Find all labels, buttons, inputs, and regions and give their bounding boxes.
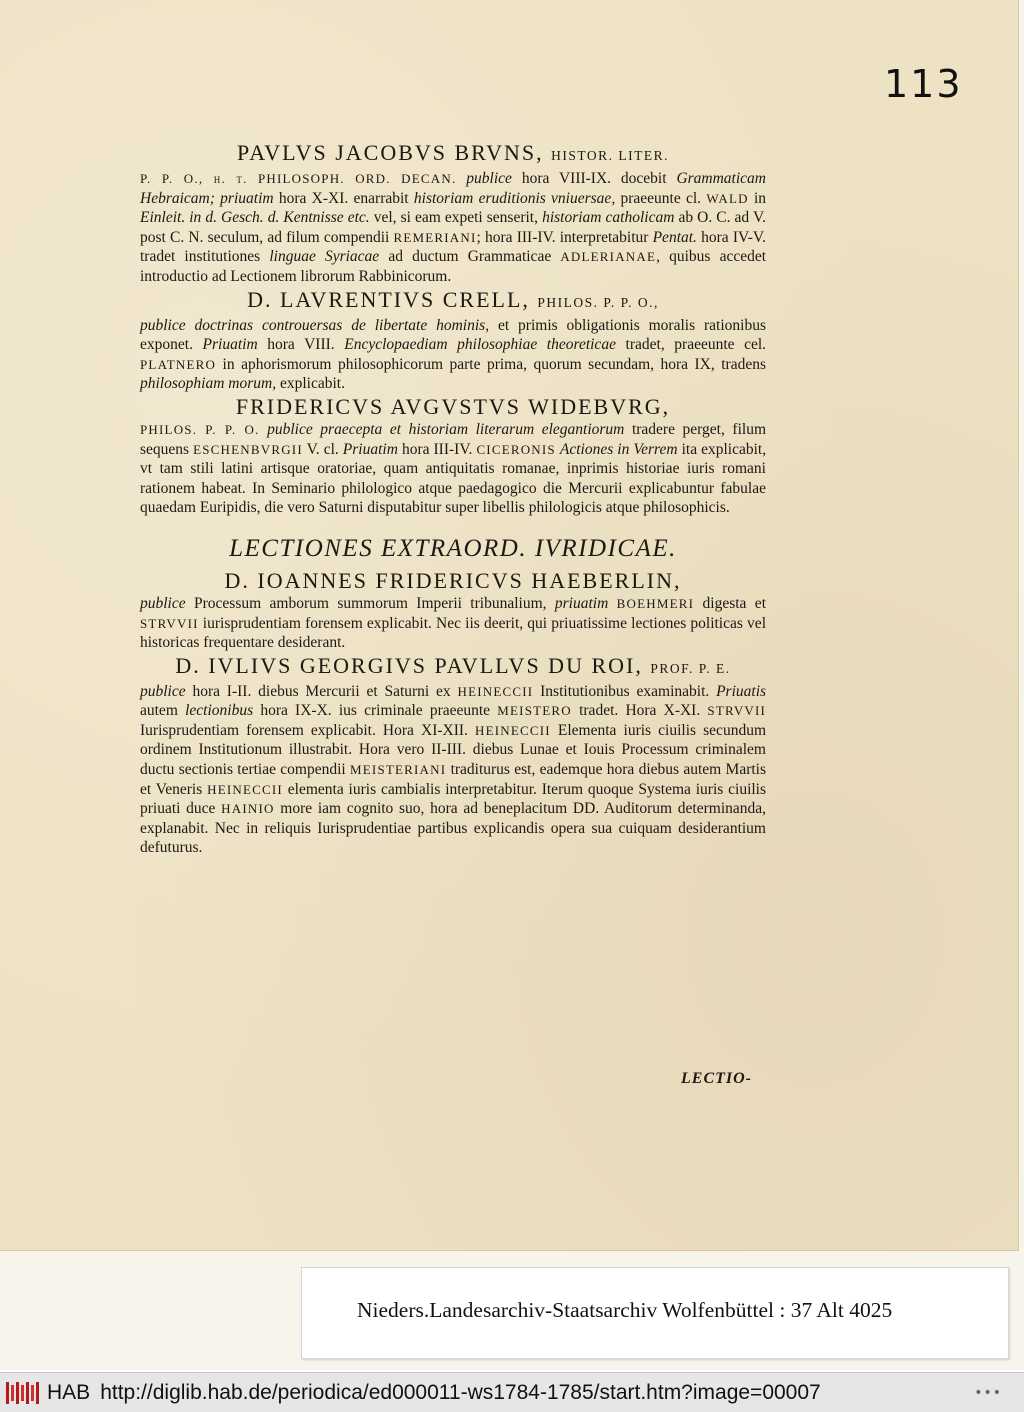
hab-logo-icon: [6, 1382, 39, 1404]
archive-label: [301, 1267, 1009, 1359]
professor-name: D. LAVRENTIVS CRELL, PHILOS. P. P. O.,: [247, 286, 659, 312]
professor-name: PAVLVS JACOBVS BRVNS, HISTOR. LITER.: [237, 140, 669, 165]
professor-name: FRIDERICVS AVGVSTVS WIDEBVRG,: [235, 393, 671, 419]
professor-name: D. IVLIVS GEORGIVS PAVLLVS DU ROI, PROF. P. E.: [175, 652, 731, 678]
lecture-text: [140, 140, 766, 858]
page-number: 113: [884, 62, 963, 106]
hab-logo-text: HAB: [47, 1380, 91, 1404]
professor-name: D. IOANNES FRIDERICVS HAEBERLIN,: [224, 567, 682, 593]
section-heading: LECTIONES EXTRAORD. IVRIDICAE.: [229, 534, 677, 562]
more-icon[interactable]: •••: [974, 1384, 1002, 1401]
entry-du-roi: D. IVLIVS GEORGIVS PAVLLVS DU ROI, PROF. P. E. publice hora I-II. diebus Mercurii et Saturni ex HEINECCII Institutionibus examinabit. Priuatis autem lectionibus hora IX-X. ius criminale praeeunte MEISTERO tradet. Hora X-XI. STRVVII Iurisprudentiam forensem explicabit. Hora XI-XII. HEINECCII Elementa iuris ciuilis secundum ordinem Institutionum illustrabit. Hora vero II-III. diebus Lunae et Iouis Processum criminalem ductu sectionis tertiae compendii MEISTERIANI traditurus est, eademque hora diebus autem Martis et Veneris HEINECCII elementa iuris cambialis interpretabitur. Iterum quoque Systema iuris ciuilis priuati duce HAINIO more iam cognito suo, hora ad beneplacitum DD. Auditorum determinanda, explanabit. Nec in reliquis Iurisprudentiae partibus explicandis opera sua cuiquam desiderantium defuturus.: [140, 652, 767, 857]
entry-crell: D. LAVRENTIVS CRELL, PHILOS. P. P. O., publice doctrinas controuersas de libertate hominis, et primis obligationis moralis rationibus exponet. Priuatim hora VIII. Encyclopaediam philosophiae theoreticae tradet, praeeunte cel. PLATNERO in aphorismorum philosophicorum parte prima, quorum secundam, hora IX, tradens philosophiam morum, explicabit.: [140, 286, 767, 393]
entry-bruns: PAVLVS JACOBVS BRVNS, HISTOR. LITER. P. P. O., h. t. PHILOSOPH. ORD. DECAN. publice hora VIII-IX. docebit Grammaticam Hebraicam; priuatim hora X-XI. enarrabit historiam eruditionis vniuersae, praeeunte cl. WALD in Einleit. in d. Gesch. d. Kentnisse etc. vel, si eam expeti senserit, historiam catholicam ab O. C. ad V. post C. N. seculum, ad filum compendii REMERIANI; hora III-IV. interpretabitur Pentat. hora IV-V. tradet institutiones linguae Syriacae ad ductum Grammaticae ADLERIANAE, quibus accedet introductio ad Lectionem librorum Rabbinicorum.: [140, 140, 767, 285]
entry-haeberlin: D. IOANNES FRIDERICVS HAEBERLIN, publice Processum amborum summorum Imperii tribunalium, priuatim BOEHMERI digesta et STRVVII iurisprudentiam forensem explicabit. Nec iis deerit, qui priuatissime lectiones politicas vel historicas frequentare desiderant.: [140, 567, 766, 652]
archive-label-text: Nieders.Landesarchiv-Staatsarchiv Wolfenbüttel : 37 Alt 4025: [357, 1298, 893, 1322]
catchword: LECTIO-: [681, 1070, 752, 1087]
entry-wideburg: FRIDERICVS AVGVSTVS WIDEBVRG, PHILOS. P. P. O. publice praecepta et historiam literarum elegantiorum tradere perget, filum sequens ESCHENBVRGII V. cl. Priuatim hora III-IV. CICERONIS Actiones in Verrem ita explicabit, vt tam stili latini artisque oratoriae, quam antiquitatis romanae, inprimis historiae iuris romani rationem habeat. In Seminario philologico atque paedagogico die Mercurii explicabuntur fabulae quaedam Euripidis, die vero Saturni disputabitur super libellis philologicis atque philosophicis.: [140, 393, 767, 517]
source-url-link[interactable]: http://diglib.hab.de/periodica/ed000011-ws1784-1785/start.htm?image=00007: [100, 1380, 821, 1404]
footer-bar: [0, 1372, 1024, 1412]
